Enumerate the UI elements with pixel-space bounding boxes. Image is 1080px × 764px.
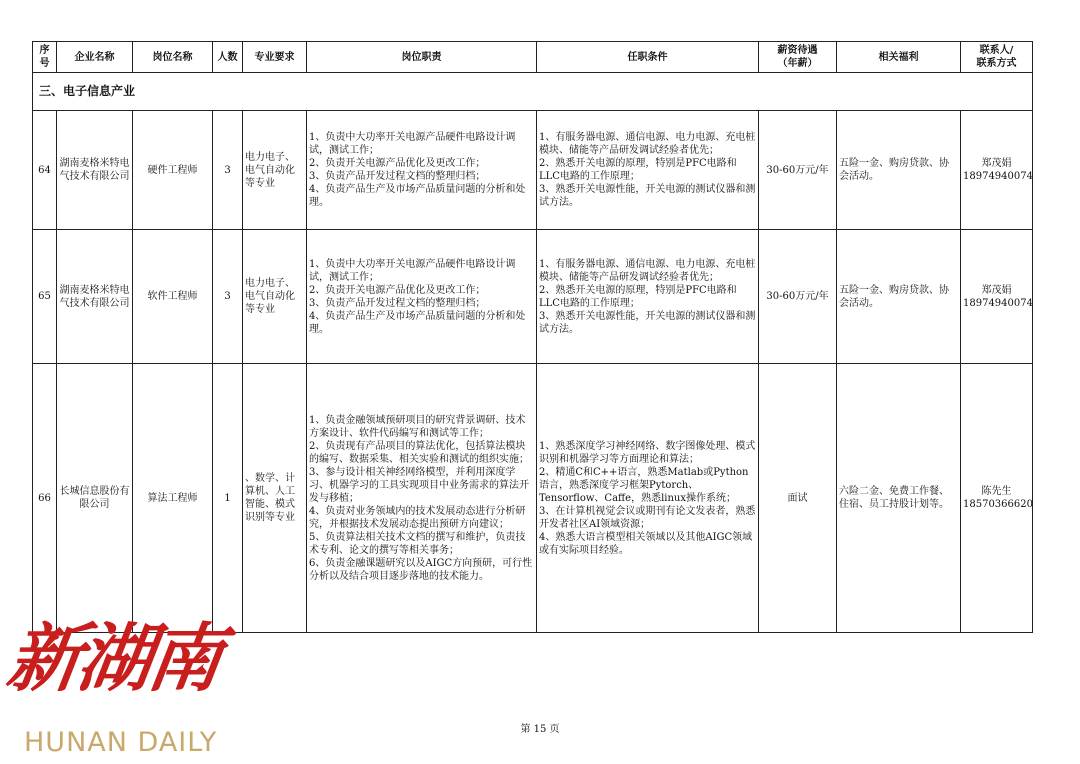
header-position: 岗位名称 xyxy=(133,42,213,73)
table-row xyxy=(33,111,1033,230)
row-position: 硬件工程师 xyxy=(133,111,213,230)
section-row xyxy=(33,73,1033,111)
row-contact xyxy=(961,364,1033,633)
contact-name: 陈先生 xyxy=(981,486,1012,497)
row-company: 长城信息股份有限公司 xyxy=(57,364,133,633)
row-count: 1 xyxy=(213,364,243,633)
row-duties: 1、负责金融领域预研项目的研究背景调研、技术方案设计、软件代码编写和测试等工作； 2、负责现有产品项目的算法优化，包括算法模块的编写、数据采集、相关实验和测试的组织实施； 3、参与设计相关神经网络模型，并利用深度学习、机器学习的工具实现项目中业务需求的算法开发与移植； 4、负责对业务领域内的技术发展动态进行分析研究，并根据技术发展动态提出预研方向建议； 5、负责算法相关技术文档的撰写和维护，负责技术专利、论文的撰写等相关事务； 6、负责金融课题研究以及AIGC方向预研，可行性分析以及结合项目逐步落地的技术能力。 xyxy=(307,364,537,633)
logo-english-text: HUNAN DAILY xyxy=(24,727,218,758)
row-requirements: 1、有服务器电源、通信电源、电力电源、充电桩模块、储能等产品研发调试经验者优先； 2、熟悉开关电源的原理，特别是PFC电路和LLC电路的工作原理； 3、熟悉开关电源性能，开关电源的测试仪器和测试方法。 xyxy=(537,230,759,364)
row-salary: 面试 xyxy=(759,364,837,633)
row-company: 湖南麦格米特电气技术有限公司 xyxy=(57,111,133,230)
header-count: 人数 xyxy=(213,42,243,73)
row-position: 软件工程师 xyxy=(133,230,213,364)
row-major: 、数学、计算机、人工智能、模式识别等专业 xyxy=(243,364,307,633)
logo-chinese-text: 新湖南 xyxy=(1,616,225,702)
row-position: 算法工程师 xyxy=(133,364,213,633)
row-salary: 30-60万元/年 xyxy=(759,230,837,364)
row-duties: 1、负责中大功率开关电源产品硬件电路设计调试，测试工作； 2、负责开关电源产品优化及更改工作； 3、负责产品开发过程文档的整理归档； 4、负责产品生产及市场产品质量问题的分析和处理。 xyxy=(307,111,537,230)
header-duties: 岗位职责 xyxy=(307,42,537,73)
row-benefits: 五险一金、购房贷款、协会活动。 xyxy=(837,230,961,364)
row-seq: 65 xyxy=(33,230,57,364)
row-major: 电力电子、电气自动化等专业 xyxy=(243,111,307,230)
row-seq: 66 xyxy=(33,364,57,633)
contact-phone: 18974940074 xyxy=(963,297,1033,309)
header-contact: 联系人/ 联系方式 xyxy=(961,42,1033,73)
row-salary: 30-60万元/年 xyxy=(759,111,837,230)
header-seq: 序号 xyxy=(33,42,57,73)
row-company: 湖南麦格米特电气技术有限公司 xyxy=(57,230,133,364)
recruitment-table xyxy=(32,41,1033,633)
row-duties: 1、负责中大功率开关电源产品硬件电路设计调试，测试工作； 2、负责开关电源产品优化及更改工作； 3、负责产品开发过程文档的整理归档； 4、负责产品生产及市场产品质量问题的分析和处理。 xyxy=(307,230,537,364)
contact-phone: 18570366620 xyxy=(963,499,1033,510)
row-requirements: 1、熟悉深度学习神经网络、数字图像处理、模式识别和机器学习等方面理论和算法； 2、精通C和C++语言，熟悉Matlab或Python语言，熟悉深度学习框架Pytorch、Tensorflow、Caffe，熟悉linux操作系统； 3、在计算机视觉会议或期刊有论文发表者，熟悉开发者社区AI领域资源； 4、熟悉大语言模型相关领域以及其他AIGC领域或有实际项目经验。 xyxy=(537,364,759,633)
row-seq: 64 xyxy=(33,111,57,230)
row-contact xyxy=(961,111,1033,230)
header-benefits: 相关福利 xyxy=(837,42,961,73)
row-requirements: 1、有服务器电源、通信电源、电力电源、充电桩模块、储能等产品研发调试经验者优先； 2、熟悉开关电源的原理，特别是PFC电路和LLC电路的工作原理； 3、熟悉开关电源性能，开关电源的测试仪器和测试方法。 xyxy=(537,111,759,230)
hunan-daily-logo xyxy=(0,612,262,762)
row-major: 电力电子、电气自动化等专业 xyxy=(243,230,307,364)
row-benefits: 六险二金、免费工作餐、住宿、员工持股计划等。 xyxy=(837,364,961,633)
header-salary: 薪资待遇 （年薪） xyxy=(759,42,837,73)
row-contact xyxy=(961,230,1033,364)
table-row xyxy=(33,364,1033,633)
table-row xyxy=(33,230,1033,364)
section-title: 三、电子信息产业 xyxy=(33,73,1033,111)
contact-name: 郑茂娟 xyxy=(981,284,1012,296)
row-count: 3 xyxy=(213,111,243,230)
row-count: 3 xyxy=(213,230,243,364)
row-benefits: 五险一金、购房贷款、协会活动。 xyxy=(837,111,961,230)
contact-name: 郑茂娟 xyxy=(981,158,1012,169)
header-requirements: 任职条件 xyxy=(537,42,759,73)
header-major: 专业要求 xyxy=(243,42,307,73)
table-header-row xyxy=(33,42,1033,73)
header-company: 企业名称 xyxy=(57,42,133,73)
contact-phone: 18974940074 xyxy=(963,171,1033,182)
page-number: 第 15 页 xyxy=(520,724,560,735)
